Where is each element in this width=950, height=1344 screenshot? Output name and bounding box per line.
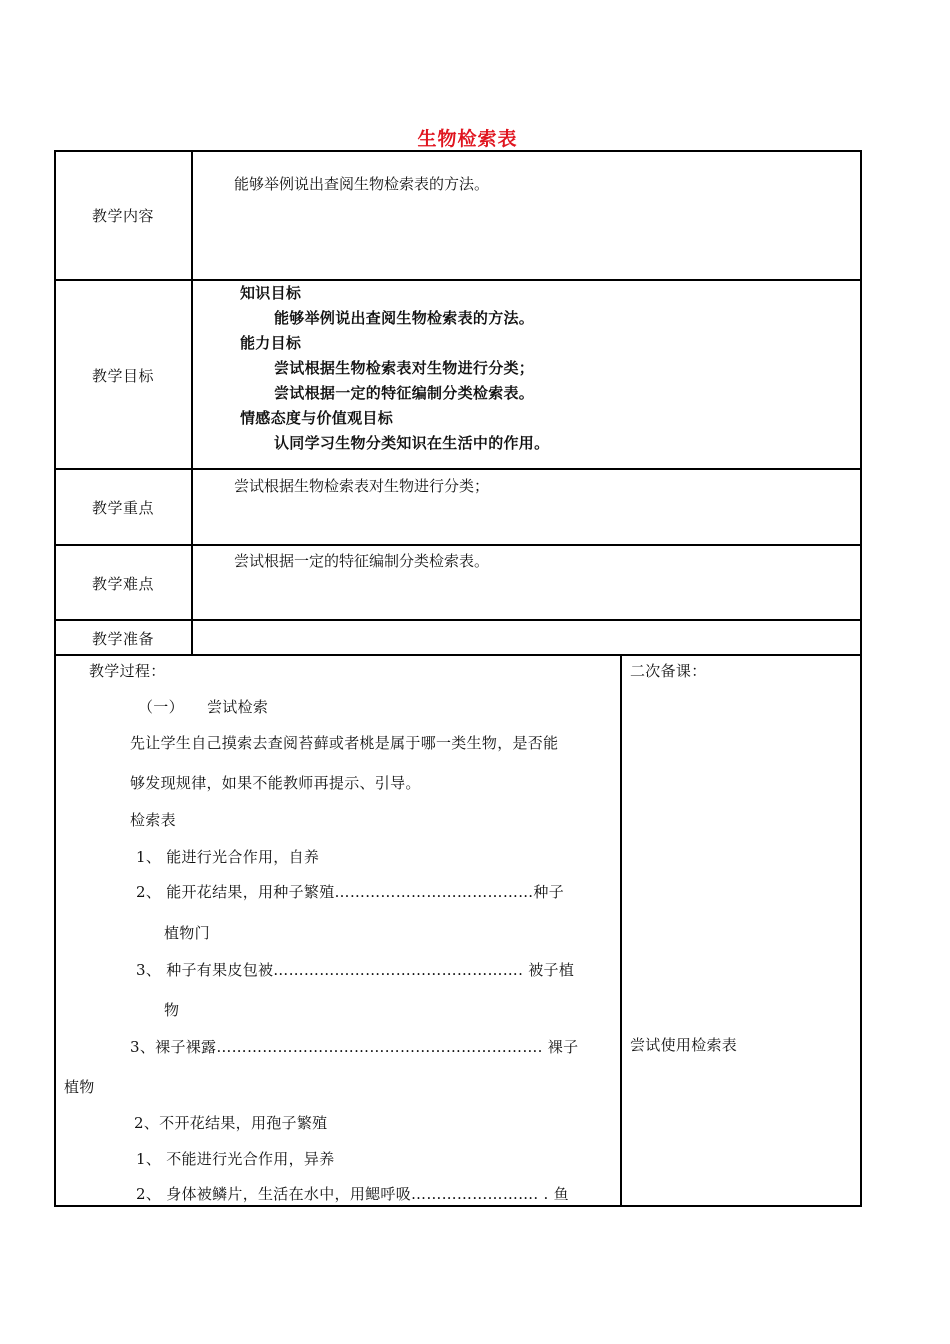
process-line: 物 [164,1001,180,1019]
table-border-right [860,150,862,1207]
table-border-left [54,150,56,1207]
process-column-divider [620,654,622,1207]
goal-item: 尝试根据生物检索表对生物进行分类； [274,359,535,377]
row-divider [54,654,862,656]
process-line: 3、 种子有果皮包被…………………………………………. 被子植 [136,961,575,979]
process-line: 2、 身体被鳞片，生活在水中，用鳃呼吸……………………. . 鱼 [136,1185,569,1203]
goal-heading-knowledge: 知识目标 [240,284,302,302]
process-line: 2、不开花结果，用孢子繁殖 [134,1114,328,1132]
key-point-text: 尝试根据生物检索表对生物进行分类； [234,477,490,495]
process-line: 植物门 [164,924,210,942]
table-border-bottom [54,1205,862,1207]
page-title: 生物检索表 [417,128,518,150]
process-line: （一） 尝试检索 [138,698,269,716]
process-line: 3、裸子裸露………………………………………………………. 裸子 [130,1038,579,1056]
row-divider [54,619,862,621]
row-label-key-point: 教学重点 [91,499,154,517]
process-line: 1、 能进行光合作用，自养 [136,848,320,866]
goal-item: 尝试根据一定的特征编制分类检索表。 [274,384,535,402]
second-prep-note: 尝试使用检索表 [630,1036,738,1054]
process-line: 植物 [64,1078,95,1096]
process-line: 检索表 [130,811,176,829]
goal-item: 能够举例说出查阅生物检索表的方法。 [274,309,535,327]
content-text: 能够举例说出查阅生物检索表的方法。 [234,175,490,193]
row-label-goals: 教学目标 [91,367,154,385]
row-divider [54,468,862,470]
process-line: 2、 能开花结果，用种子繁殖…………………………………种子 [136,883,565,901]
goal-heading-ability: 能力目标 [240,334,302,352]
lesson-plan-table [54,150,862,1207]
row-label-difficulty: 教学难点 [91,575,154,593]
process-line: 先让学生自己摸索去查阅苔藓或者桃是属于哪一类生物，是否能 [130,734,559,752]
goal-heading-attitude: 情感态度与价值观目标 [240,409,394,427]
process-heading: 教学过程： [89,662,166,680]
row-divider [54,279,862,281]
process-line: 够发现规律，如果不能教师再提示、引导。 [130,774,421,792]
second-prep-heading: 二次备课： [630,662,707,680]
goal-item: 认同学习生物分类知识在生活中的作用。 [274,434,550,452]
row-divider [54,544,862,546]
row-label-content: 教学内容 [91,207,154,225]
row-label-preparation: 教学准备 [91,630,154,648]
table-border-top [54,150,862,152]
difficulty-text: 尝试根据一定的特征编制分类检索表。 [234,552,490,570]
process-line: 1、 不能进行光合作用，异养 [136,1150,335,1168]
